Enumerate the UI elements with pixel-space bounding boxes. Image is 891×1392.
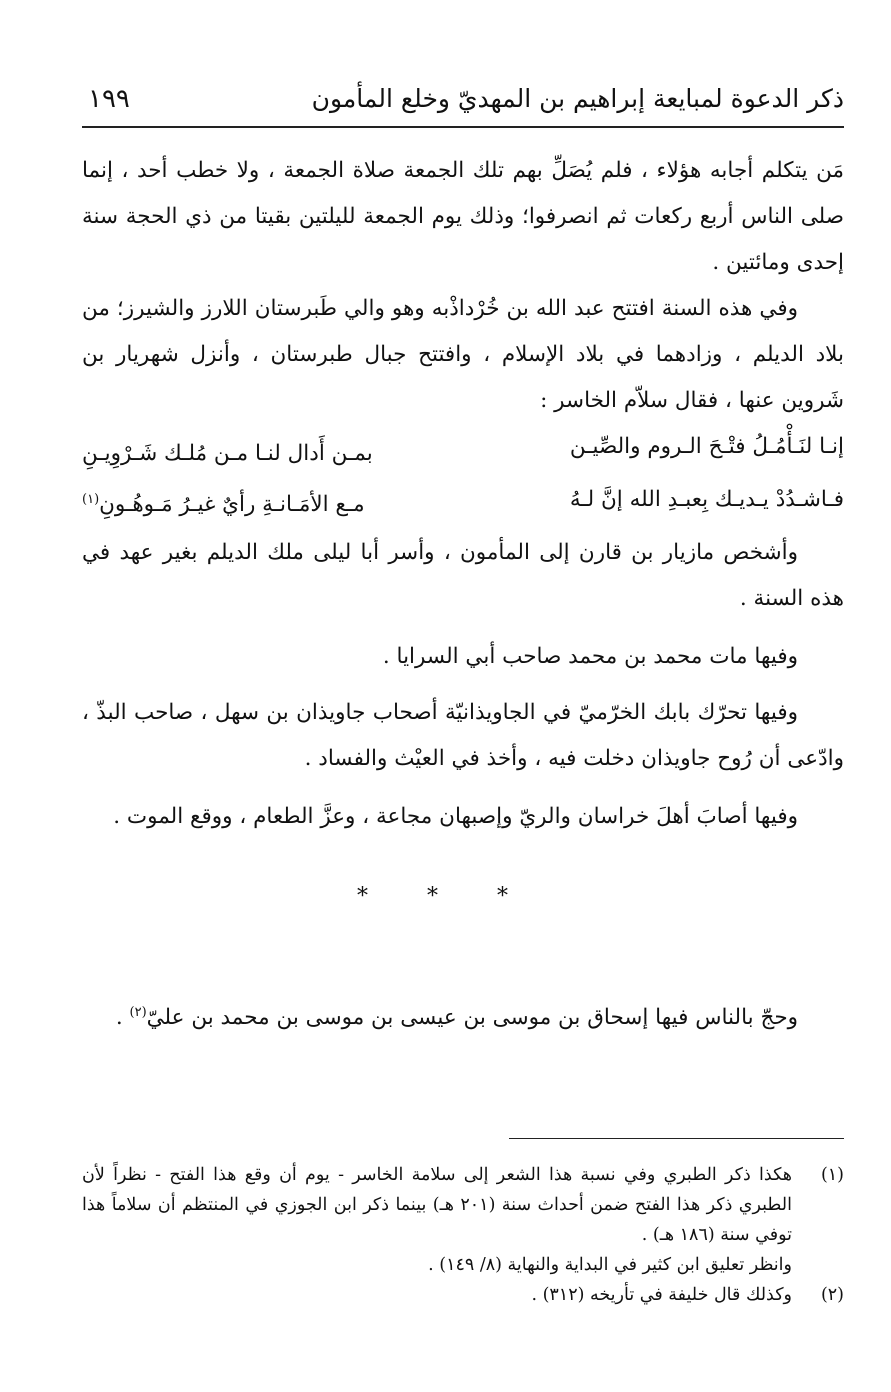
verse-line	[82, 424, 844, 477]
body-paragraph-3	[82, 530, 844, 622]
footnote-ref: (٢)	[129, 1005, 147, 1020]
paragraph-text: مَن يتكلم أجابه هؤلاء ، فلم يُصَلِّ بهم تلك الجمعة صلاة الجمعة ، ولا خطب أحد ، إنما صلى الناس أربع ركعات ثم انصرفوا؛ وذلك يوم الجمعة لليلتين بقيتا من ذي الحجة سنة إحدى ومائتين .	[82, 158, 844, 275]
footnote-number: (٢)	[820, 1285, 844, 1305]
verse-first-hemistich: فـاشـدُدْ يـديـك بِعبـدِ الله إنَّ لـهُ	[569, 487, 844, 513]
header-divider	[82, 126, 844, 128]
paragraph-text: وحجّ بالناس فيها إسحاق بن موسى بن عيسى بن موسى بن محمد بن عليّ	[146, 1005, 798, 1031]
footnote-ref: (١)	[82, 492, 100, 508]
paragraph-text: وأشخص مازيار بن قارن إلى المأمون ، وأسر أبا ليلى ملك الديلم بغير عهد في هذه السنة .	[82, 540, 844, 611]
verse-second-hemistich: مـع الأمَـانـةِ رأيٌ غيـرُ مَـوهُـونِ$^{(١)}$	[82, 492, 365, 518]
verse-line	[82, 477, 844, 528]
paragraph-end: .	[115, 1005, 130, 1031]
body-paragraph-7	[82, 990, 844, 1041]
footnote-divider	[509, 1138, 844, 1139]
page-number: ١٩٩	[88, 84, 130, 114]
body-paragraph-1	[82, 148, 844, 286]
verse-first-hemistich: إنـا لنَـأْمُـلُ فتْـحَ الـروم والصِّيـن	[569, 434, 844, 459]
footnote-text: وكذلك قال خليفة في تأريخه (٣١٢) .	[531, 1285, 792, 1305]
body-paragraph-6	[82, 794, 844, 840]
footnote-2	[82, 1280, 844, 1310]
chapter-title: ذكر الدعوة لمبايعة إبراهيم بن المهديّ وخلع المأمون	[311, 84, 844, 113]
paragraph-text: وفيها مات محمد بن محمد صاحب أبي السرايا .	[382, 644, 798, 669]
paragraph-text: وفيها أصابَ أهلَ خراسان والريّ وإصبهان مجاعة ، وعزَّ الطعام ، ووقع الموت .	[113, 804, 798, 829]
section-separator: * * *	[357, 884, 534, 909]
footnote-1-extra: وانظر تعليق ابن كثير في البداية والنهاية (٨/ ١٤٩) .	[428, 1255, 792, 1275]
body-paragraph-2	[82, 286, 844, 424]
paragraph-text: وفي هذه السنة افتتح عبد الله بن خُرْداذْبه وهو والي طَبرستان اللارز والشيرز؛ من بلاد الديلم ، وزادهما في بلاد الإسلام ، وافتتح جبال طبرستان ، وأنزل شهريار بن شَروين عنها ، فقال سلاّم الخاسر :	[82, 296, 844, 413]
paragraph-text: وفيها تحرّك بابك الخرّميّ في الجاويذانيّة أصحاب جاويذان بن سهل ، صاحب البذّ ، وادّعى أن رُوح جاويذان دخلت فيه ، وأخذ في العيْث والفساد .	[82, 700, 844, 771]
body-paragraph-4	[82, 634, 844, 680]
body-paragraph-5	[82, 690, 844, 782]
running-header	[82, 78, 844, 124]
footnote-1	[82, 1160, 844, 1250]
verse-second-hemistich: بمـن أَدال لنـا مـن مُلـك شَـرْوِيـنِ	[82, 441, 373, 467]
footnote-text: هكذا ذكر الطبري وفي نسبة هذا الشعر إلى سلامة الخاسر - يوم أن وقع هذا الفتح - نظراً لأن الطبري ذكر هذا الفتح ضمن أحداث سنة (٢٠١ هـ) بينما ذكر ابن الجوزي في المنتظم أن سلاماً هذا توفي سنة (١٨٦ هـ) .	[82, 1165, 792, 1245]
footnote-number: (١)	[820, 1165, 844, 1185]
poem	[82, 424, 844, 528]
footnotes	[82, 1160, 844, 1310]
